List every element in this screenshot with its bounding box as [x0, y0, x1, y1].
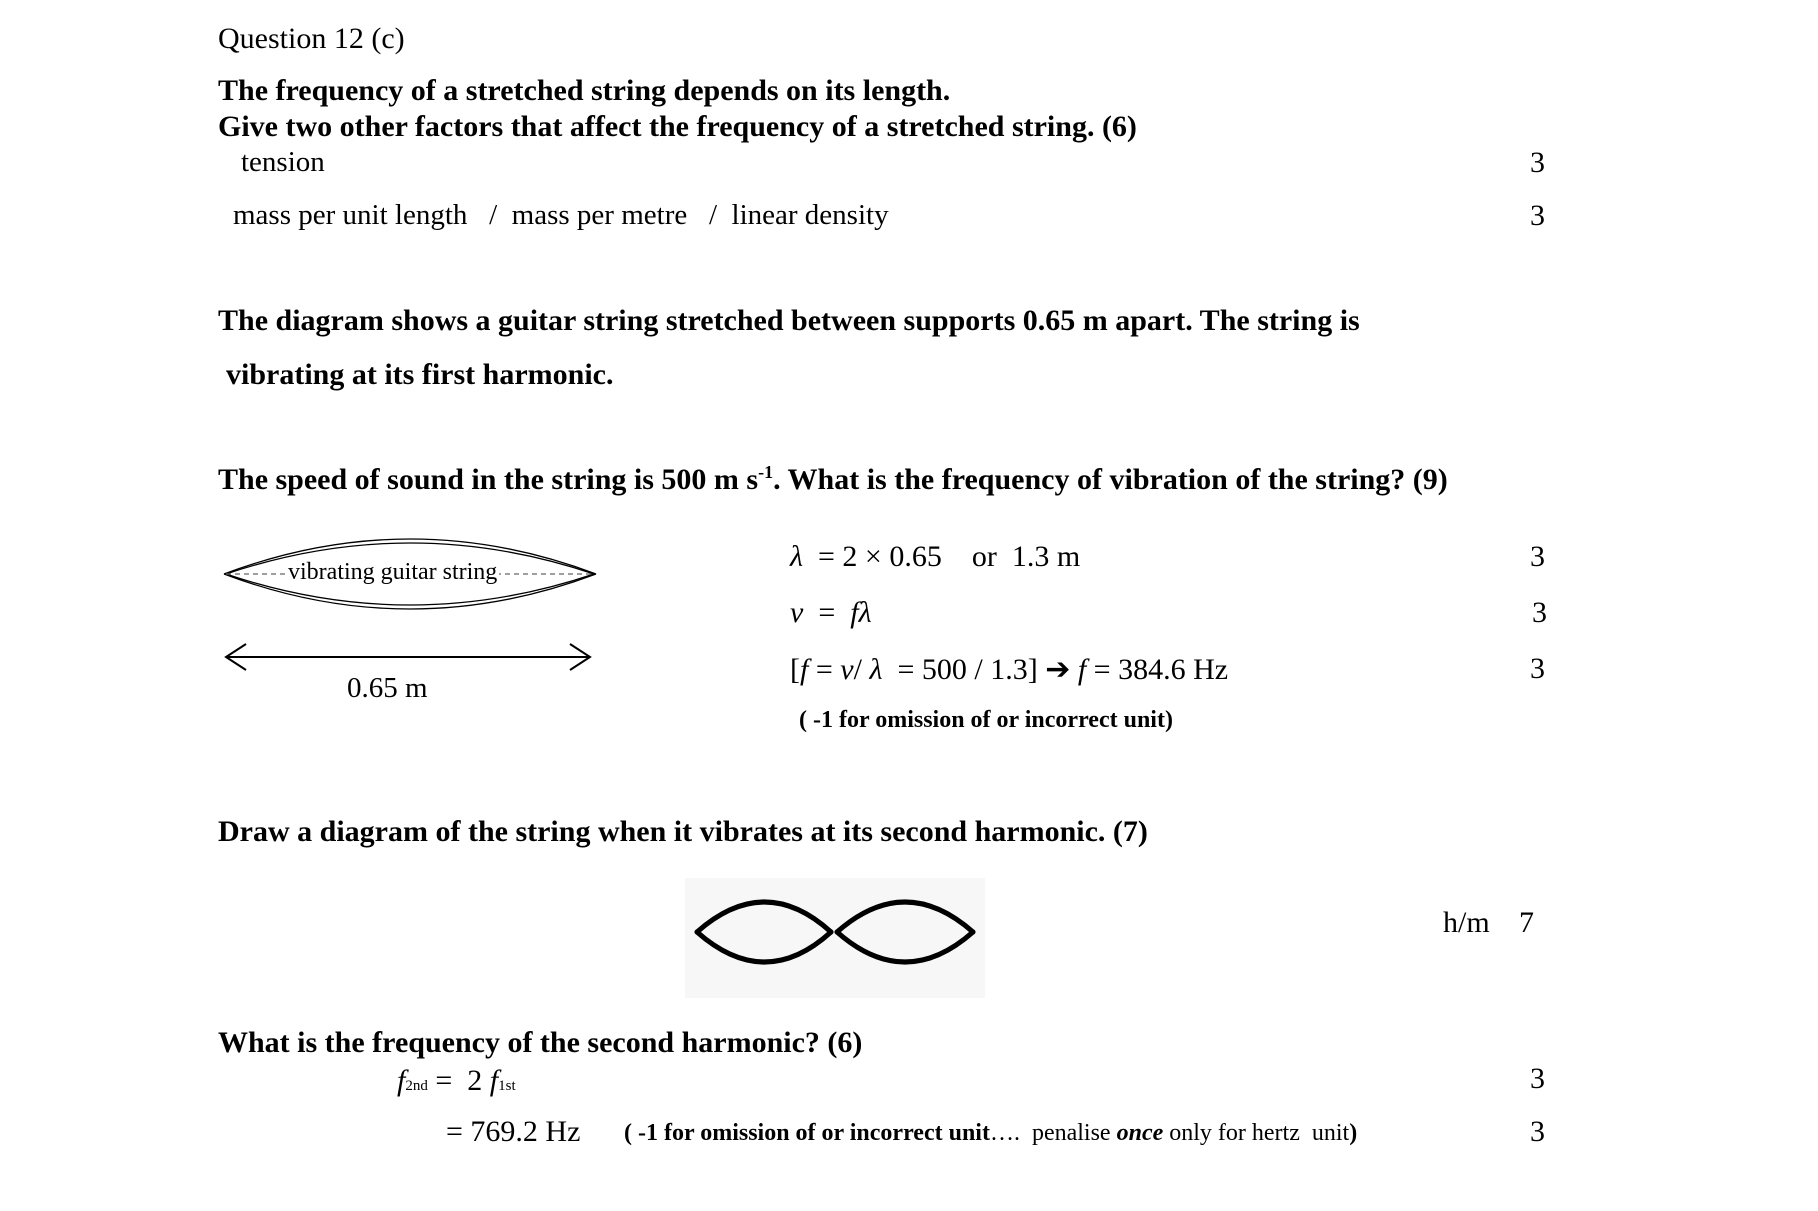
note-close: ) [1349, 1120, 1358, 1146]
mark-step-frequency: 3 [1530, 652, 1545, 685]
step-frequency [790, 652, 1228, 687]
frequency-result: = 384.6 Hz [1086, 653, 1229, 686]
part3-question [218, 462, 1448, 497]
equals-1: = [808, 653, 841, 686]
step-frequency-mid: = 500 / 1.3] [882, 653, 1046, 686]
f-lambda: fλ [850, 596, 872, 629]
part1-question-line2: Give two other factors that affect the frequency of a stretched string. (6) [218, 110, 1137, 143]
note-tail: only for hertz unit [1163, 1120, 1350, 1146]
note-once: once [1116, 1120, 1164, 1146]
lambda-symbol: λ [790, 540, 803, 573]
equals-sign: = [803, 596, 851, 629]
part2-line1: The diagram shows a guitar string stretched between supports 0.65 m apart. The string is [218, 304, 1360, 337]
length-arrow [226, 644, 590, 670]
part3-question-sup: -1 [758, 462, 774, 482]
open-bracket: [ [790, 653, 800, 686]
answer-tension: tension [241, 146, 325, 178]
arrow-icon: ➔ [1045, 653, 1071, 686]
part4-question: Draw a diagram of the string when it vibrates at its second harmonic. (7) [218, 815, 1148, 848]
relation-equals: = 2 [427, 1064, 490, 1097]
string-label: vibrating guitar string [288, 559, 498, 585]
f-symbol-2: f [1070, 653, 1087, 686]
slash: / [853, 653, 870, 686]
mark-mass-per-length: 3 [1530, 199, 1545, 232]
hm-label: h/m [1443, 906, 1490, 939]
note-bold: ( -1 for omission of or incorrect unit [624, 1120, 990, 1146]
f-2nd-symbol: f [397, 1064, 406, 1097]
lambda-symbol-2: λ [869, 653, 883, 686]
subscript-1st: 1st [498, 1078, 516, 1094]
part1-question-line1: The frequency of a stretched string depends on its length. [218, 74, 951, 107]
part2-line2: vibrating at its first harmonic. [226, 358, 614, 391]
second-harmonic-result: = 769.2 Hz [446, 1115, 581, 1148]
f-1st-symbol: f [489, 1064, 499, 1097]
v-symbol: v [790, 596, 804, 629]
mark-step-wave-equation: 3 [1532, 596, 1547, 629]
part3-question-post: . What is the frequency of vibration of the string? (9) [773, 463, 1448, 496]
mark-step-lambda: 3 [1530, 540, 1545, 573]
second-harmonic-diagram [685, 878, 985, 998]
second-harmonic-relation [397, 1064, 516, 1098]
answer-mass-per-length: mass per unit length / mass per metre / linear density [233, 199, 889, 231]
v-symbol-2: v [840, 653, 854, 686]
second-harmonic-note [624, 1120, 1357, 1147]
part5-question: What is the frequency of the second harmonic? (6) [218, 1026, 863, 1059]
question-title: Question 12 (c) [218, 22, 405, 55]
unit-note: ( -1 for omission of or incorrect unit) [799, 707, 1173, 733]
part3-question-pre: The speed of sound in the string is 500 m s [218, 463, 759, 496]
step-lambda-rest: = 2 × 0.65 or 1.3 m [803, 540, 1081, 573]
mark-tension: 3 [1530, 146, 1545, 179]
mark-relation: 3 [1530, 1062, 1545, 1095]
subscript-2nd: 2nd [405, 1078, 428, 1094]
f-symbol: f [800, 653, 809, 686]
note-dots: …. penalise [989, 1120, 1117, 1146]
length-label: 0.65 m [347, 672, 428, 704]
mark-result: 3 [1530, 1115, 1545, 1148]
step-lambda [790, 540, 1080, 574]
mark-part4: 7 [1519, 906, 1534, 939]
step-wave-equation [790, 596, 872, 630]
